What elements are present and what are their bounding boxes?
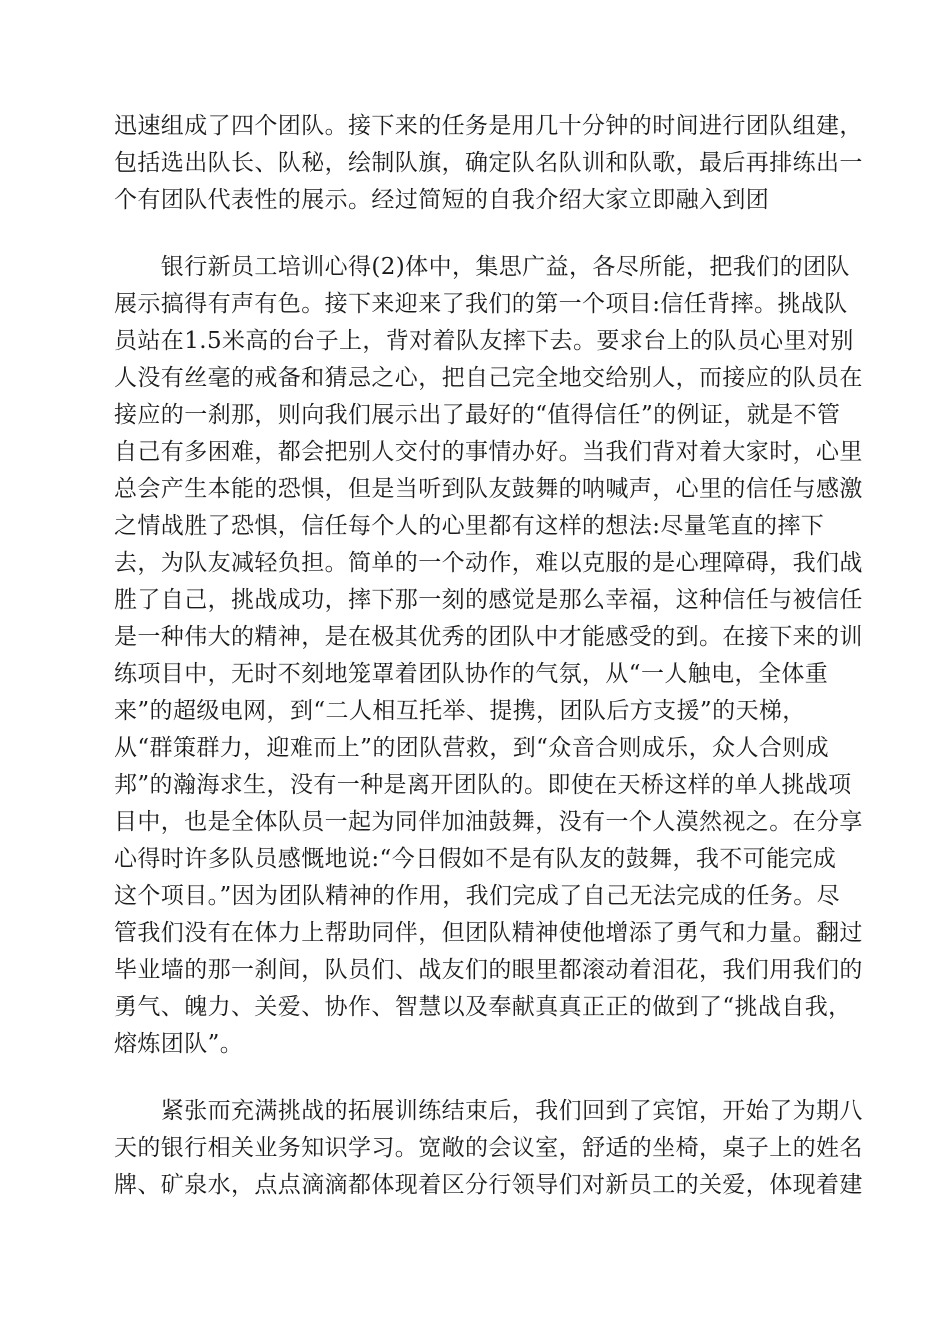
text-line: 毕业墙的那一刹间，队员们、战友们的眼里都滚动着泪花，我们用我们的 (114, 957, 863, 983)
text-line: 展示搞得有声有色。接下来迎来了我们的第一个项目:信任背摔。挑战队 (114, 291, 848, 317)
text-line: 牌、矿泉水，点点滴滴都体现着区分行领导们对新员工的关爱，体现着建 (114, 1172, 863, 1198)
text-line: 这个项目。”因为团队精神的作用，我们完成了自己无法完成的任务。尽 (114, 883, 841, 909)
text-line: 从“群策群力，迎难而上”的团队营救，到“众音合则成乐，众人合则成 (114, 735, 830, 761)
document-page (114, 108, 863, 1204)
text-line: 人没有丝毫的戒备和猜忌之心，把自己完全地交给别人，而接应的队员在 (114, 365, 863, 391)
text-line: 紧张而充满挑战的拓展训练结束后，我们回到了宾馆，开始了为期八 (114, 1098, 863, 1124)
text-line: 练项目中，无时不刻地笼罩着团队协作的气氛，从“一人触电，全体重 (114, 661, 829, 687)
text-line: 个有团队代表性的展示。经过简短的自我介绍大家立即融入到团 (114, 187, 770, 213)
text-line: 员站在1.5米高的台子上，背对着队友摔下去。要求台上的队员心里对别 (114, 328, 854, 354)
text-line: 胜了自己，挑战成功，摔下那一刻的感觉是那么幸福，这种信任与被信任 (114, 587, 863, 613)
text-line: 是一种伟大的精神，是在极其优秀的团队中才能感受的到。在接下来的训 (114, 624, 863, 650)
text-line: 接应的一刹那，则向我们展示出了最好的“值得信任”的例证，就是不管 (114, 402, 841, 428)
text-line: 目中，也是全体队员一起为同伴加油鼓舞，没有一个人漠然视之。在分享 (114, 809, 863, 835)
paragraph-3 (114, 1093, 863, 1204)
text-line: 迅速组成了四个团队。接下来的任务是用几十分钟的时间进行团队组建， (114, 113, 863, 139)
paragraph-1 (114, 108, 863, 219)
text-line: 邦”的瀚海求生，没有一种是离开团队的。即使在天桥这样的单人挑战项 (114, 772, 852, 798)
text-line: 来”的超级电网，到“二人相互托举、提携，团队后方支援”的天梯， (114, 698, 806, 724)
text-line: 自己有多困难，都会把别人交付的事情办好。当我们背对着大家时，心里 (114, 439, 863, 465)
text-line: 天的银行相关业务知识学习。宽敞的会议室，舒适的坐椅，桌子上的姓名 (114, 1135, 863, 1161)
text-line: 之情战胜了恐惧，信任每个人的心里都有这样的想法:尽量笔直的摔下 (114, 513, 825, 539)
text-line: 勇气、魄力、关爱、协作、智慧以及奉献真真正正的做到了“挑战自我， (114, 994, 852, 1020)
text-line: 熔炼团队”。 (114, 1031, 244, 1057)
text-line: 去，为队友减轻负担。简单的一个动作，难以克服的是心理障碍，我们战 (114, 550, 863, 576)
text-line: 银行新员工培训心得(2)体中，集思广益，各尽所能，把我们的团队 (114, 254, 850, 280)
text-line: 心得时许多队员感慨地说:“今日假如不是有队友的鼓舞，我不可能完成 (114, 846, 837, 872)
text-line: 包括选出队长、队秘，绘制队旗，确定队名队训和队歌，最后再排练出一 (114, 150, 863, 176)
text-line: 总会产生本能的恐惧，但是当听到队友鼓舞的呐喊声，心里的信任与感激 (114, 476, 863, 502)
text-line: 管我们没有在体力上帮助同伴，但团队精神使他增添了勇气和力量。翻过 (114, 920, 863, 946)
paragraph-2 (114, 249, 863, 1063)
